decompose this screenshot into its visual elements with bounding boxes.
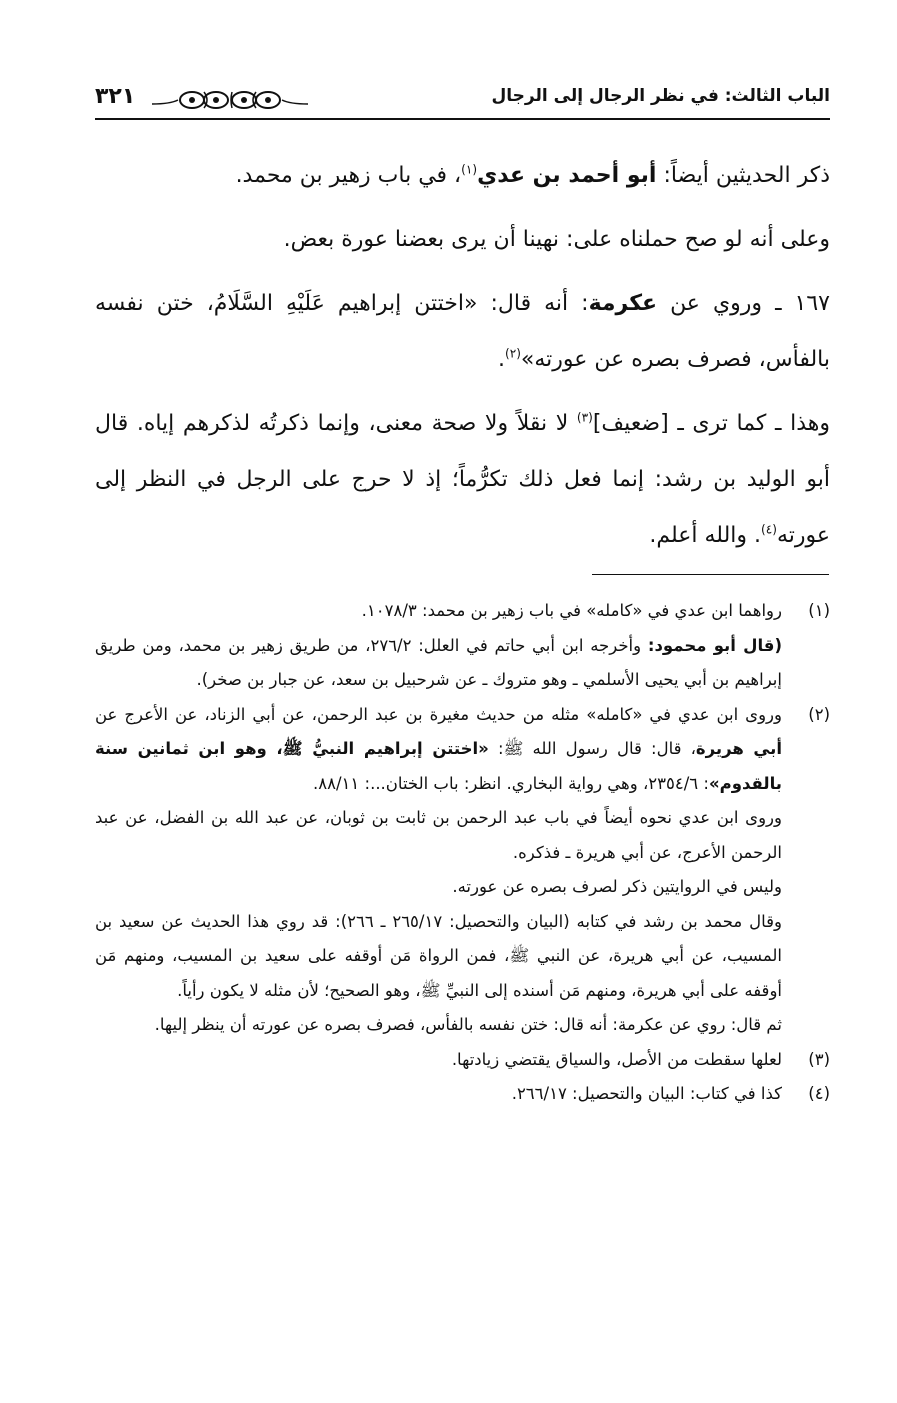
main-text xyxy=(95,148,830,564)
footnote-ref: (١) xyxy=(461,162,478,177)
footnote-line: لعلها سقطت من الأصل، والسياق يقتضي زيادتها. xyxy=(451,1049,782,1069)
header-rule xyxy=(95,118,830,120)
text-run: ، في باب زهير بن محمد. xyxy=(235,163,462,188)
text-run: وأخرجه ابن أبي حاتم في العلل: ٢٧٦/٢، من طريق زهير بن محمد، ومن طريق إبراهيم بن أبي يحيى الأسلمي ـ وهو متروك ـ عن شرحبيل بن سعد، عن جبار بن صخر). xyxy=(95,635,782,689)
text-run: : أنه قال: «اختتن إبراهيم عَلَيْهِ السَّلَامُ، ختن نفسه بالفأس، فصرف بصره عن عورته» xyxy=(95,291,830,372)
footnote-line: وروى ابن عدي نحوه أيضاً في باب عبد الرحمن بن ثابت بن ثوبان، عن عبد الله بن الفضل، عن عبد الرحمن الأعرج، عن أبي هريرة ـ فذكره. xyxy=(95,808,782,862)
ornament-icon xyxy=(150,88,310,112)
paragraph-1 xyxy=(95,148,830,204)
footnote-2 xyxy=(95,698,830,1043)
footnotes xyxy=(95,594,830,1112)
footnote-line xyxy=(95,629,782,698)
footnote-ref: (٢) xyxy=(504,346,521,361)
footnote-number: (٢) xyxy=(808,704,830,724)
text-run: . xyxy=(497,347,505,372)
text-run: : ٢٣٥٤/٦، وهي رواية البخاري. انظر: باب الختان...: ٨٨/١١. xyxy=(313,773,709,793)
footnote-4 xyxy=(95,1077,830,1112)
paragraph-2: وعلى أنه لو صح حملناه على: نهينا أن يرى بعضنا عورة بعض. xyxy=(283,227,830,252)
text-run: ذكر الحديثين أيضاً: xyxy=(656,163,830,188)
page-number: ٣٢١ xyxy=(95,84,136,109)
footnote-rule xyxy=(592,574,829,575)
text-run: وروى ابن عدي في «كامله» مثله من حديث مغيرة بن عبد الرحمن، عن أبي الزناد، عن الأعرج عن xyxy=(95,704,782,724)
bold-name: أبو أحمد بن عدي xyxy=(477,163,657,188)
text-run: ، قال: قال رسول الله ﷺ: xyxy=(488,739,696,758)
footnote-3 xyxy=(95,1043,830,1078)
text-run: . والله أعلم. xyxy=(649,523,762,548)
footnote-number: (٤) xyxy=(808,1084,830,1103)
footnote-ref: (٣) xyxy=(576,410,593,425)
text-run: وهذا ـ كما ترى ـ [ضعيف] xyxy=(592,411,830,436)
footnote-line: رواهما ابن عدي في «كامله» في باب زهير بن محمد: ١٠٧٨/٣. xyxy=(361,601,782,620)
paragraph-4 xyxy=(95,396,830,564)
footnote-ref: (٤) xyxy=(761,522,777,537)
text-run: لا نقلاً ولا صحة معنى، وإنما ذكرتُه لذكرهم إياه. قال أبو الوليد بن رشد: إنما فعل ذلك تكرُّماً؛ إذ لا حرج على الرجل في النظر إلى عورته xyxy=(95,411,830,548)
bold-label: (قال أبو محمود: xyxy=(647,635,782,655)
footnote-line: وقال محمد بن رشد في كتابه (البيان والتحصيل: ٢٦٥/١٧ ـ ٢٦٦): قد روي هذا الحديث عن سعيد بن المسيب، عن أبي هريرة، عن النبي ﷺ، فمن الرواة مَن أوقفه على سعيد بن المسيب، ومنهم مَن أوقفه على أبي هريرة، ومنهم مَن أسنده إلى النبيِّ ﷺ، وهو الصحيح؛ لأن مثله لا يكون رأياً. xyxy=(95,911,782,1000)
bold-quote: «اختتن إبراهيم النبيُّ ﷺ، وهو ابن ثمانين سنة بالقدوم» xyxy=(95,739,782,793)
footnote-number: (١) xyxy=(808,601,830,620)
footnote-line: كذا في كتاب: البيان والتحصيل: ٢٦٦/١٧. xyxy=(511,1084,782,1103)
paragraph-3 xyxy=(95,276,830,388)
paragraph-number: ١٦٧ ـ وروي عن xyxy=(657,291,830,316)
footnote-line: ثم قال: روي عن عكرمة: أنه قال: ختن نفسه بالفأس، فصرف بصره عن عورته أن ينظر إليها. xyxy=(154,1015,782,1034)
bold-name: عكرمة xyxy=(588,291,658,316)
bold-name: أبي هريرة xyxy=(695,739,782,758)
footnote-line: وليس في الروايتين ذكر لصرف بصره عن عورته. xyxy=(452,877,782,896)
footnote-1 xyxy=(95,594,830,698)
footnote-line xyxy=(95,698,782,802)
footnote-number: (٣) xyxy=(808,1049,830,1069)
running-header xyxy=(95,84,830,114)
chapter-title: الباب الثالث: في نظر الرجال إلى الرجال xyxy=(491,86,830,106)
